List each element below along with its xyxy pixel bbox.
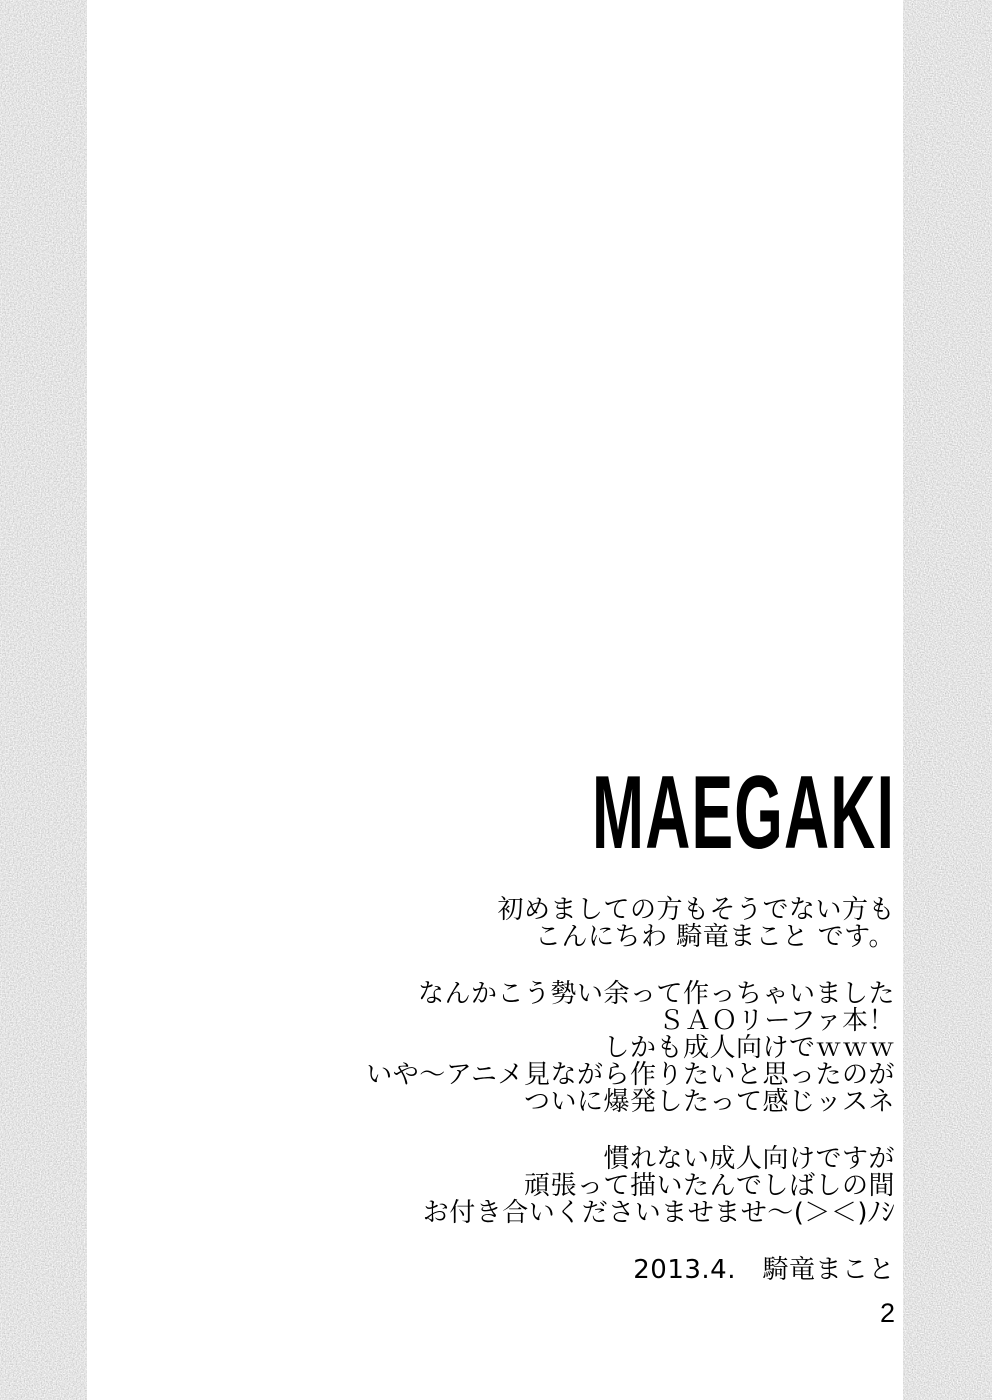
signature-date: 2013.4. 騎竜まこと	[633, 1255, 895, 1285]
foreword-paragraph	[87, 981, 895, 1116]
foreword-title: MAEGAKI	[591, 755, 895, 871]
noise-texture	[903, 0, 992, 1400]
noise-texture	[0, 0, 87, 1400]
foreword-line: いや～アニメ見ながら作りたいと思ったのが	[366, 1060, 895, 1090]
foreword-line: しかも成人向けでｗｗｗ	[603, 1033, 895, 1063]
page-number: 2	[879, 1298, 895, 1328]
left-noise-border	[0, 0, 87, 1400]
foreword-paragraph	[87, 897, 895, 951]
foreword-line: ＳＡＯリーファ本！	[658, 1006, 895, 1036]
foreword-line: 慣れない成人向けですが	[603, 1144, 895, 1174]
foreword-line: 頑張って描いたんでしばしの間	[523, 1171, 895, 1201]
foreword-line: ついに爆発したって感じッスネ	[523, 1087, 895, 1117]
foreword-line: なんかこう勢い余って作っちゃいました	[417, 979, 895, 1009]
foreword-line: お付き合いくださいませませ～(＞＜)ﾉｼ	[422, 1198, 895, 1228]
foreword-line: 初めましての方もそうでない方も	[497, 895, 895, 925]
foreword-paragraphs	[87, 897, 895, 1227]
foreword-paragraph	[87, 1146, 895, 1227]
page-content	[87, 0, 895, 1400]
foreword-body	[87, 897, 895, 1284]
foreword-line: こんにちわ 騎竜まこと です。	[535, 922, 895, 952]
right-noise-border	[903, 0, 992, 1400]
foreword-title-row	[87, 755, 895, 871]
